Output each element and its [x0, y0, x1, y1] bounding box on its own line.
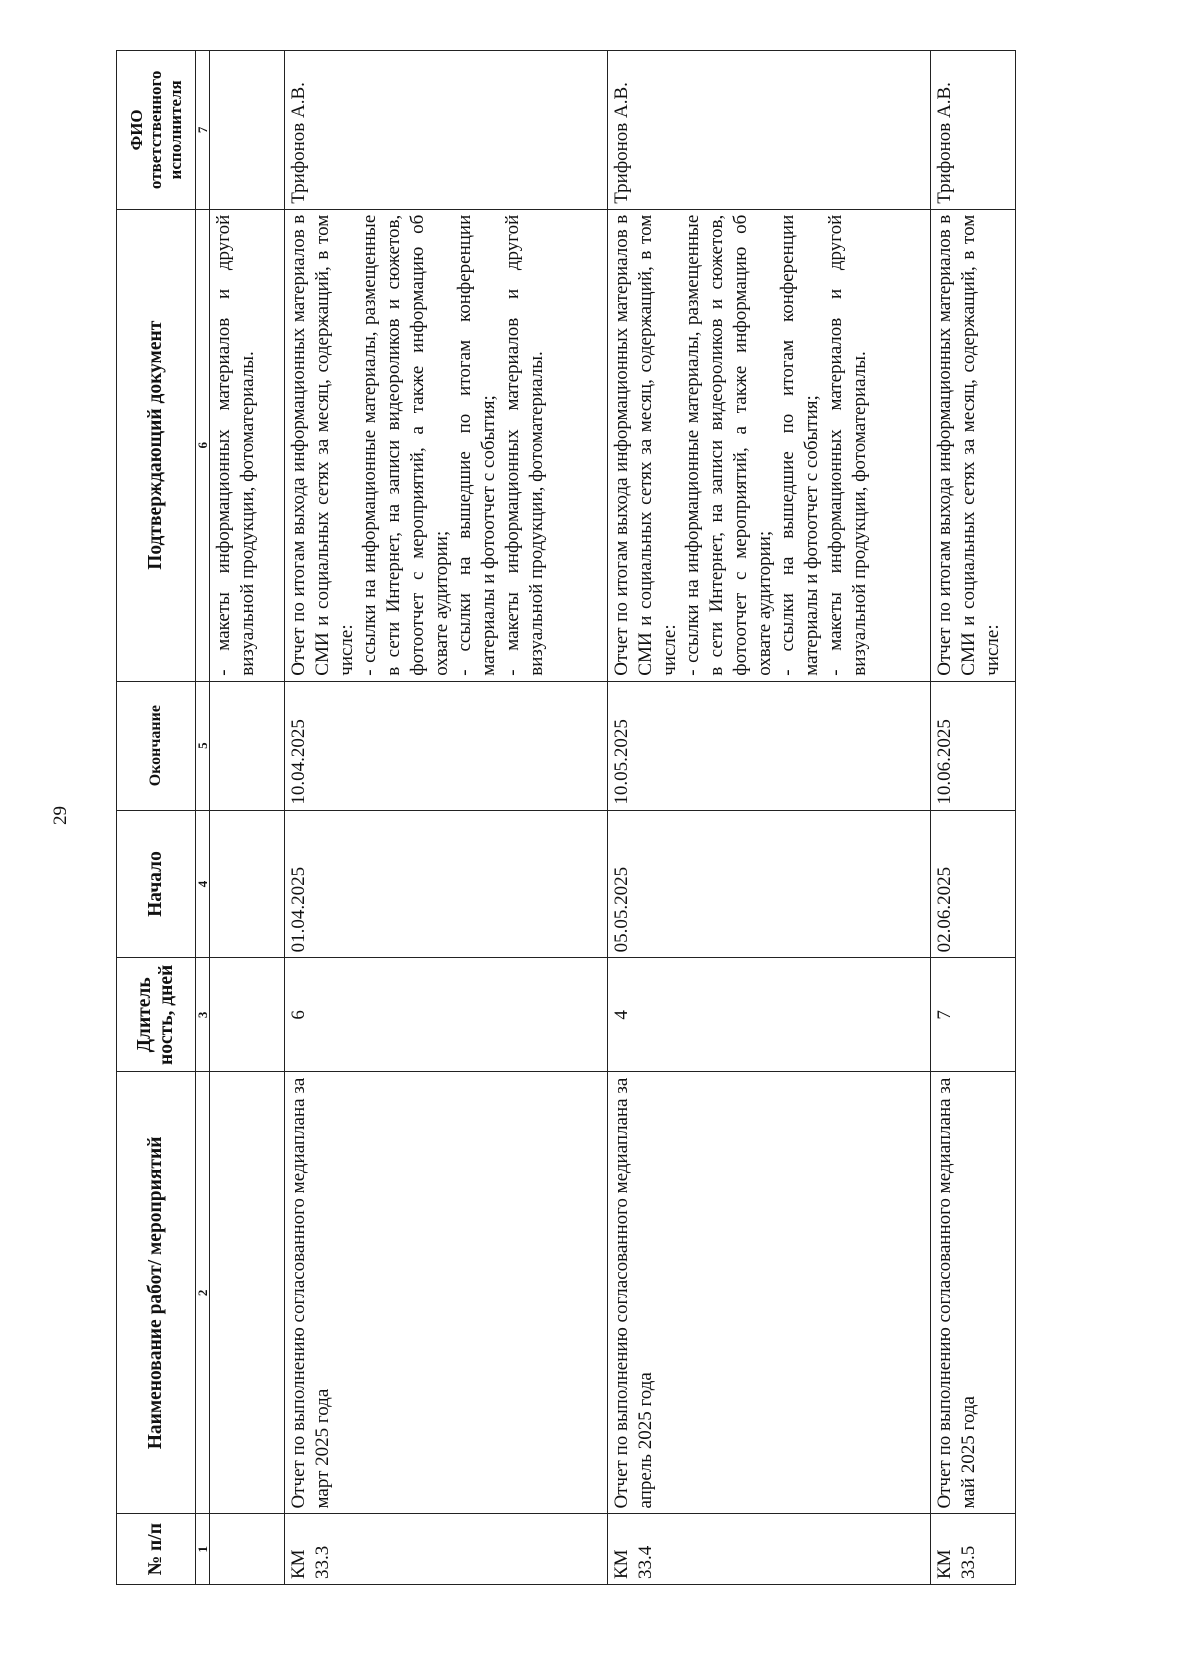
document-line: - макеты информационных материалов и другой визуальной продукции, фотоматериалы.	[213, 214, 258, 676]
column-number: 3	[196, 958, 210, 1072]
row-id: КМ 33.3	[285, 1514, 608, 1585]
column-number: 1	[196, 1514, 210, 1585]
row-start: 02.06.2025	[931, 810, 1016, 958]
document-line: Отчет по итогам выхода информационных материалов в СМИ и социальных сетях за месяц, содержащий, в том числе:	[288, 214, 357, 676]
header-name: Наименование работ/ мероприятий	[117, 1072, 196, 1514]
row-document	[608, 209, 931, 681]
row-end: 10.05.2025	[608, 681, 931, 810]
document-line: - макеты информационных материалов и другой визуальной продукции, фотоматериалы.	[824, 214, 870, 676]
row-responsible: Трифонов А.В.	[931, 51, 1016, 210]
row-responsible: Трифонов А.В.	[608, 51, 931, 210]
document-line: - ссылки на вышедшие по итогам конференции материалы и фотоотчет с события;	[777, 214, 822, 676]
document-line: - ссылки на вышедшие по итогам конференции материалы и фотоотчет с события;	[454, 214, 499, 676]
page-number: 29	[50, 806, 71, 825]
row-duration: 7	[931, 958, 1016, 1072]
column-number: 2	[196, 1072, 210, 1514]
document-line: - ссылки на информационные материалы, размещенные в сети Интернет, на записи видеороликов и сюжетов, фотоотчет с мероприятий, а также информацию об охвате аудитории;	[682, 214, 775, 676]
row-name: Отчет по выполнению согласованного медиаплана за март 2025 года	[285, 1072, 608, 1514]
column-number: 7	[196, 51, 210, 210]
table-row	[285, 51, 608, 1585]
row-end: 10.04.2025	[285, 681, 608, 810]
row-name: Отчет по выполнению согласованного медиаплана за май 2025 года	[931, 1072, 1016, 1514]
row-id: КМ 33.4	[608, 1514, 931, 1585]
column-number: 4	[196, 810, 210, 958]
header-duration: Длитель ность, дней	[117, 958, 196, 1072]
continuation-row	[210, 51, 285, 1585]
row-document	[931, 209, 1016, 681]
row-document	[285, 209, 608, 681]
work-schedule-table	[116, 50, 1016, 1585]
row-id: КМ 33.5	[931, 1514, 1016, 1585]
document-line: - макеты информационных материалов и другой визуальной продукции, фотоматериалы.	[501, 214, 547, 676]
document-line: Отчет по итогам выхода информационных материалов в СМИ и социальных сетях за месяц, содержащий, в том числе:	[934, 214, 1003, 676]
header-responsible: ФИО ответственного исполнителя	[117, 51, 196, 210]
row-duration: 4	[608, 958, 931, 1072]
row-responsible: Трифонов А.В.	[285, 51, 608, 210]
column-number: 6	[196, 209, 210, 681]
header-end: Окончание	[117, 681, 196, 810]
row-duration: 6	[285, 958, 608, 1072]
row-start: 01.04.2025	[285, 810, 608, 958]
row-name: Отчет по выполнению согласованного медиаплана за апрель 2025 года	[608, 1072, 931, 1514]
header-document: Подтверждающий документ	[117, 209, 196, 681]
document-line: Отчет по итогам выхода информационных материалов в СМИ и социальных сетях за месяц, содержащий, в том числе:	[611, 214, 680, 676]
table-row	[931, 51, 1016, 1585]
header-number: № п/п	[117, 1514, 196, 1585]
row-start: 05.05.2025	[608, 810, 931, 958]
continuation-document	[210, 209, 285, 681]
rotated-table-container	[116, 50, 1076, 1585]
table-row	[608, 51, 931, 1585]
row-end: 10.06.2025	[931, 681, 1016, 810]
document-line: - ссылки на информационные материалы, размещенные в сети Интернет, на записи видеороликов и сюжетов, фотоотчет с мероприятий, а также информацию об охвате аудитории;	[359, 214, 452, 676]
header-row	[117, 51, 196, 1585]
column-number: 5	[196, 681, 210, 810]
column-number-row	[196, 51, 210, 1585]
header-start: Начало	[117, 810, 196, 958]
